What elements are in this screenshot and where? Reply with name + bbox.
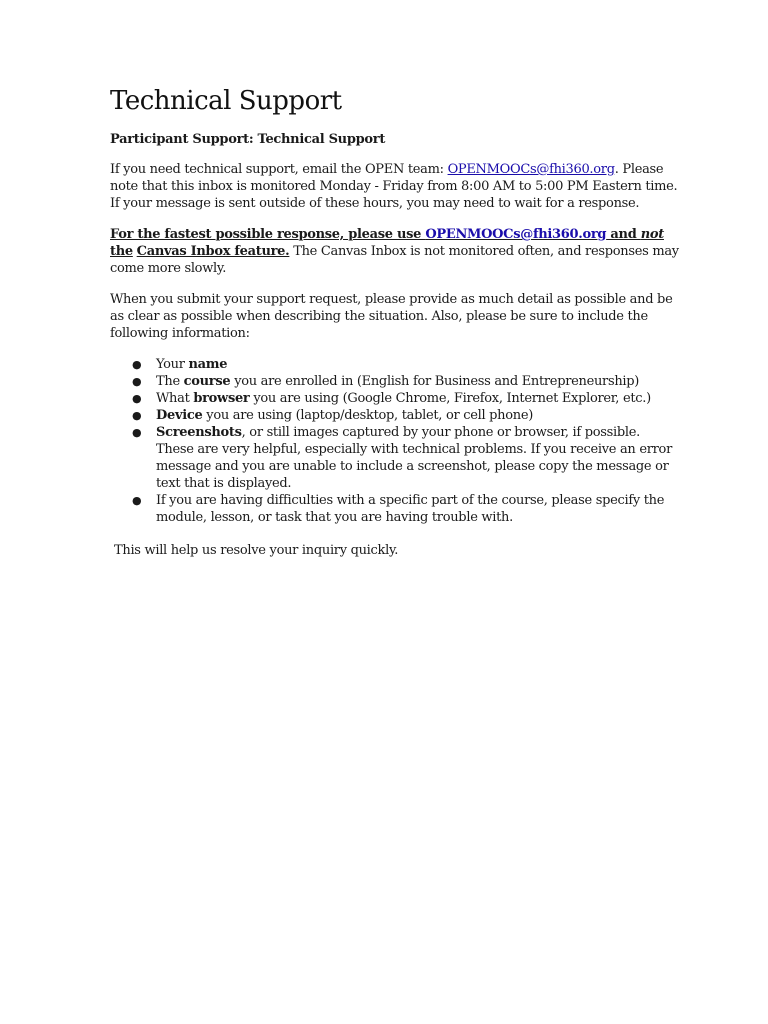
bullet-icon: ● bbox=[132, 494, 142, 507]
bullet-icon: ● bbox=[132, 426, 142, 439]
bullet-icon: ● bbox=[132, 358, 142, 371]
fastest-rest: The Canvas Inbox is not monitored often, and responses may come more slowly. bbox=[110, 244, 679, 276]
list-item: ● What browser you are using (Google Chrome, Firefox, Internet Explorer, etc.) bbox=[132, 391, 651, 406]
not-emphasis: not bbox=[640, 227, 664, 242]
list-item: ● Device you are using (laptop/desktop, tablet, or cell phone) bbox=[132, 408, 534, 423]
support-email-link[interactable]: OPENMOOCs@fhi360.org bbox=[447, 162, 615, 177]
bullet-icon: ● bbox=[132, 409, 142, 422]
fastest-email-link[interactable]: OPENMOOCs@fhi360.org bbox=[425, 227, 607, 242]
fastest-lead: For the fastest possible response, please use OPENMOOCs@fhi360.org and not the bbox=[110, 227, 664, 259]
intro-paragraph bbox=[110, 161, 680, 212]
page-subtitle: Participant Support: Technical Support bbox=[110, 132, 386, 147]
info-list bbox=[110, 356, 680, 526]
list-item: ● Screenshots, or still images captured by your phone or browser, if possible. These are very helpful, especially with technical problems. If you receive an error message and you are unable to include a screenshot, please copy the message or text that is displayed. bbox=[132, 425, 672, 491]
submit-paragraph: When you submit your support request, please provide as much detail as possible and be as clear as possible when describing the situation. Also, please be sure to include the following information: bbox=[110, 292, 673, 341]
intro-text-before: If you need technical support, email the OPEN team: bbox=[110, 162, 448, 177]
list-item: ● If you are having difficulties with a specific part of the course, please specify the module, lesson, or task that you are having trouble with. bbox=[132, 493, 665, 525]
bullet-icon: ● bbox=[132, 375, 142, 388]
fastest-response-paragraph bbox=[110, 226, 680, 277]
list-item: ● The course you are enrolled in (English for Business and Entrepreneurship) bbox=[132, 374, 640, 389]
intro-text-after: . Please note that this inbox is monitored Monday - Friday from 8:00 AM to 5:00 PM Eastern time. If your message is sent outside of these hours, you may need to wait for a response. bbox=[110, 162, 678, 211]
canvas-inbox-feature: Canvas Inbox feature. bbox=[136, 244, 290, 259]
page-title: Technical Support bbox=[110, 86, 342, 116]
document-page bbox=[110, 86, 680, 573]
bullet-icon: ● bbox=[132, 392, 142, 405]
list-item: ● Your name bbox=[132, 357, 228, 372]
closing-paragraph: This will help us resolve your inquiry quickly. bbox=[114, 543, 399, 558]
